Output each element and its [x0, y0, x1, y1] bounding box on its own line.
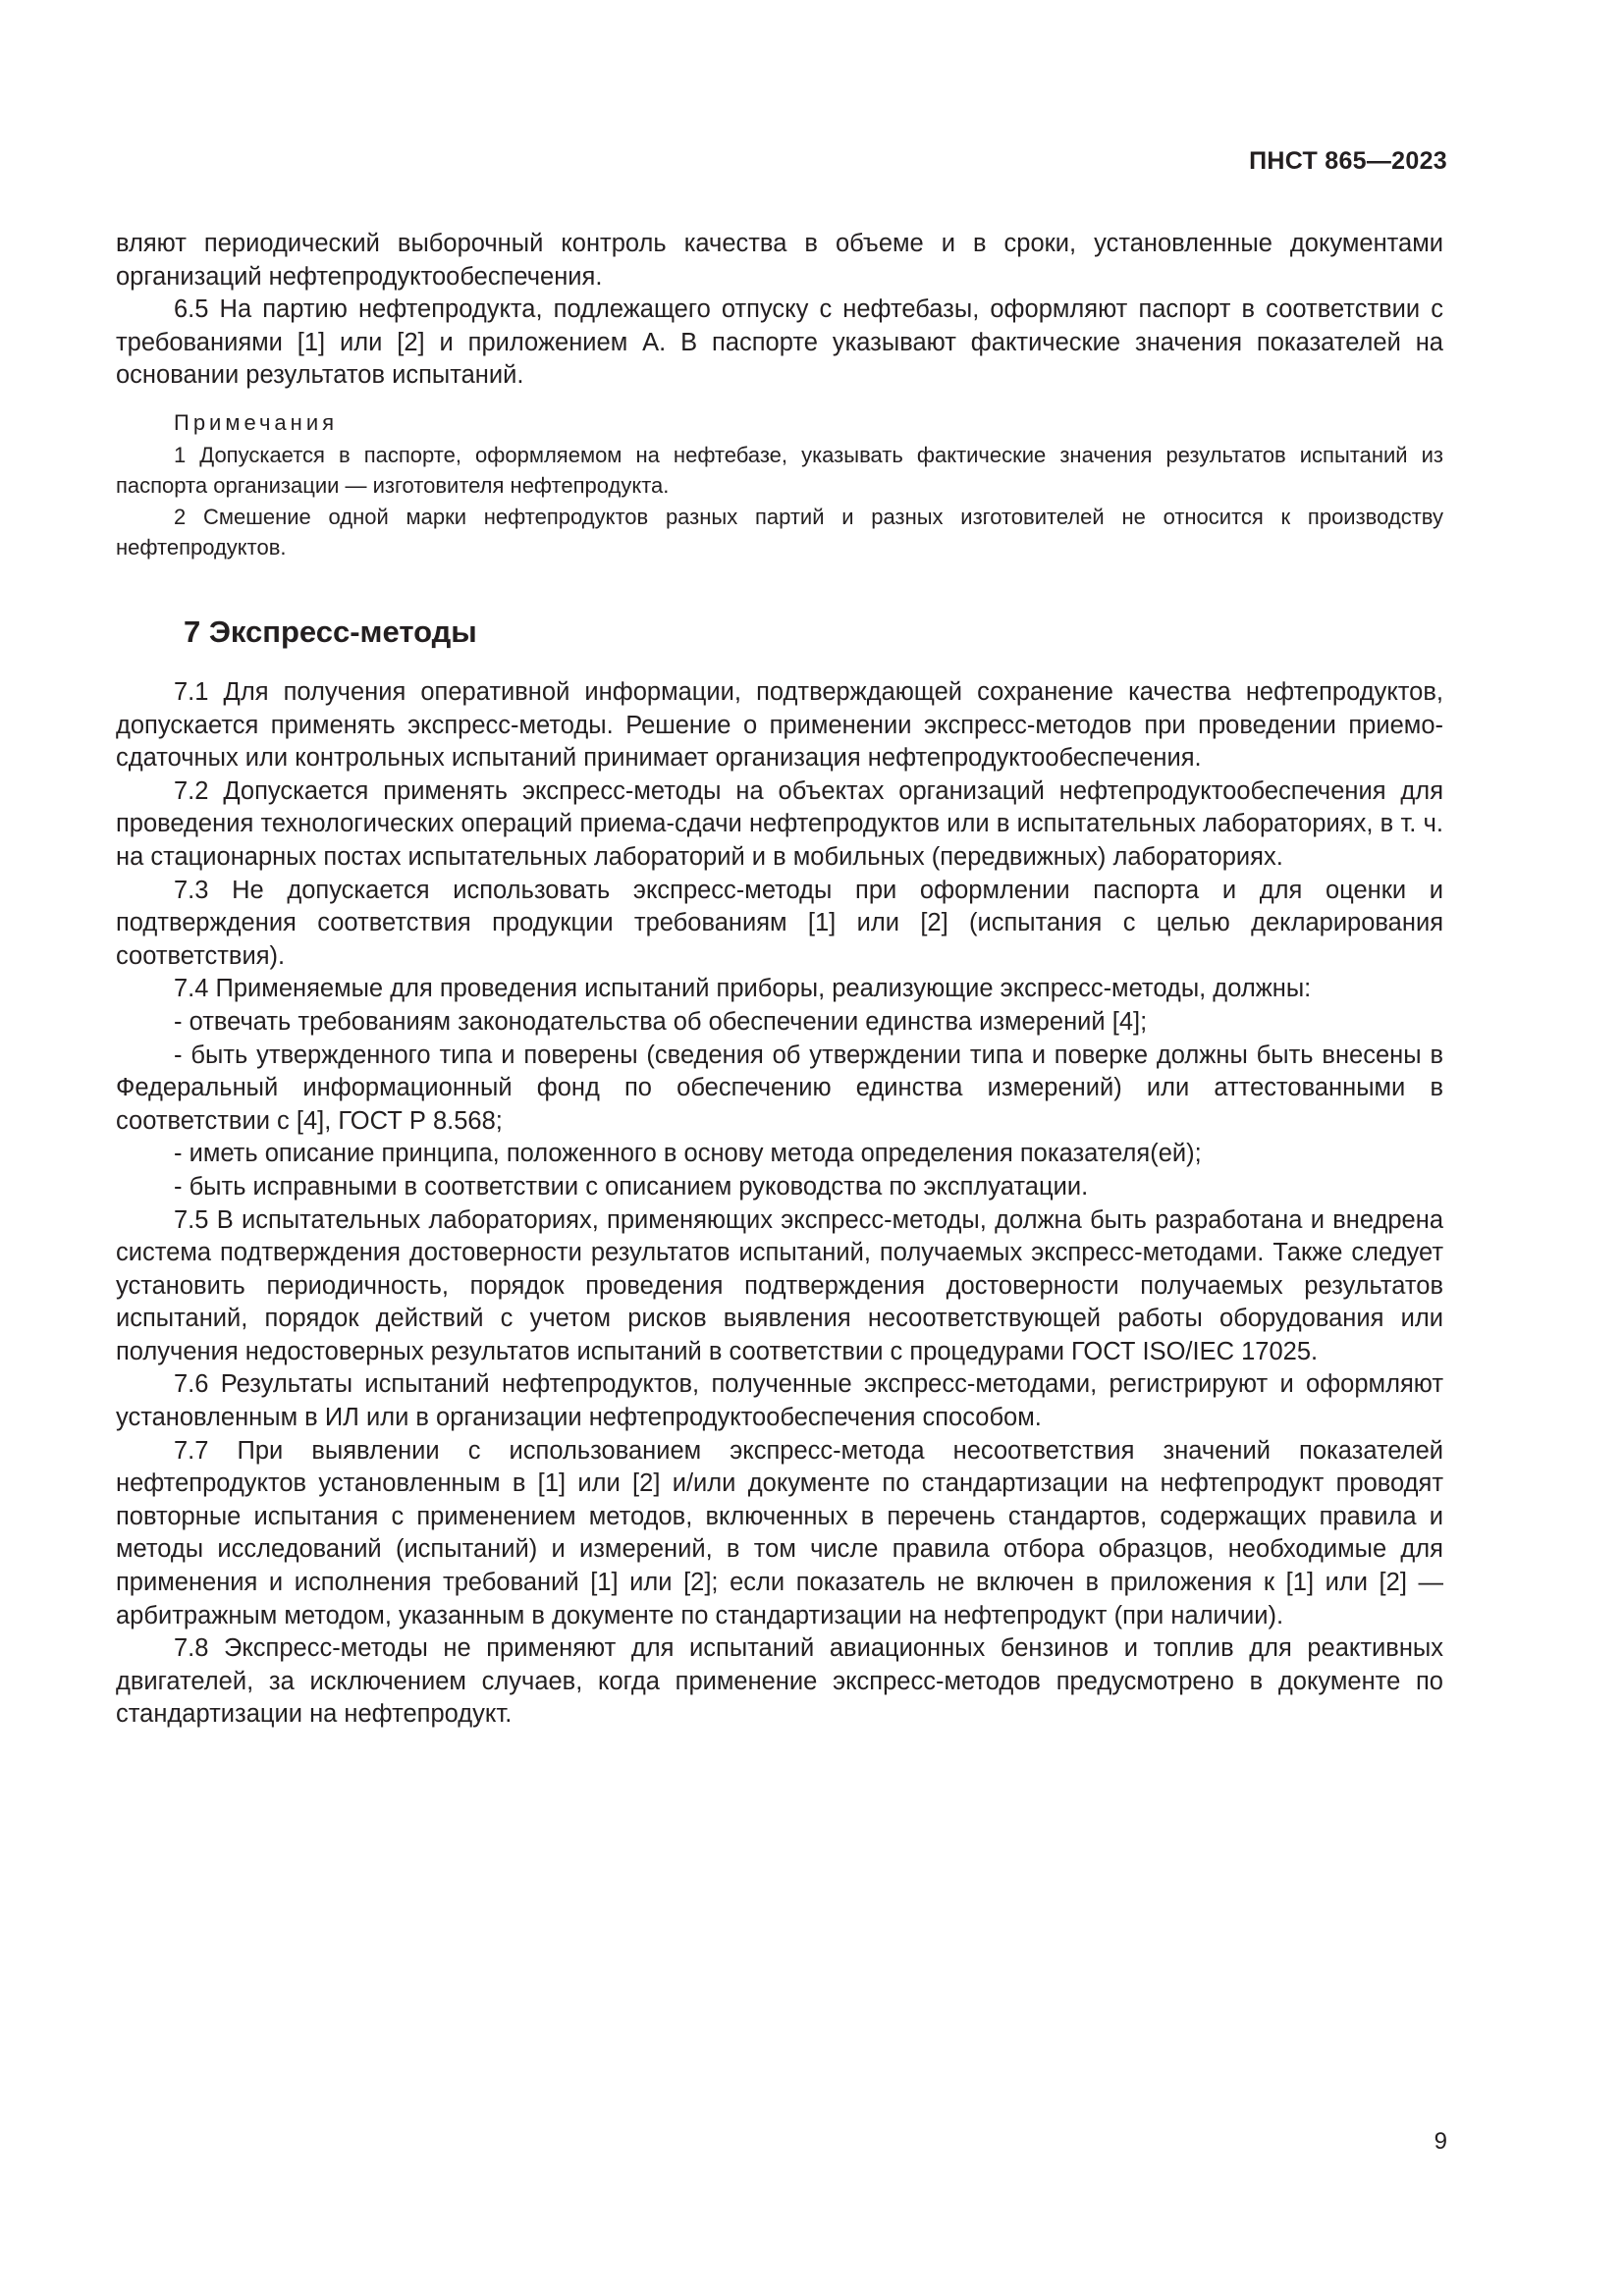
- notes-block: [116, 407, 1443, 563]
- paragraph-7-6: 7.6 Результаты испытаний нефтепродуктов, полученные экспресс-методами, регистрируют и оформляют установленным в ИЛ или в организации нефтепродуктообеспечения способом.: [116, 1370, 1443, 1432]
- note-1: 1 Допускается в паспорте, оформляемом на нефтебазе, указывать фактические значения результатов испытаний из паспорта организации — изготовителя нефтепродукта.: [116, 442, 1443, 498]
- section-title: 7 Экспресс-методы: [184, 614, 477, 649]
- paragraph-7-7: 7.7 При выявлении с использованием экспресс-метода несоответствия значений показателей нефтепродуктов установленным в [1] или [2] и/или документе по стандартизации на нефтепродукт проводят повторные испытания с применением методов, включенных в перечень стандартов, содержащих правила и методы исследований (испытаний) и измерений, в том числе правила отбора образцов, необходимые для применения и исполнения требований [1] или [2]; если показатель не включен в приложения к [1] или [2] — арбитражным методом, указанным в документе по стандартизации на нефтепродукт (при наличии).: [116, 1436, 1443, 1629]
- list-item: - быть утвержденного типа и поверены (сведения об утверждении типа и поверке должны быть внесены в Федеральный информационный фонд по обеспечению единства измерений) или аттестованными в соответствии с [4], ГОСТ Р 8.568;: [116, 1041, 1443, 1135]
- paragraph-6-5: 6.5 На партию нефтепродукта, подлежащего отпуску с нефтебазы, оформляют паспорт в соответствии с требованиями [1] или [2] и приложением А. В паспорте указывают фактические значения показателей на основании результатов испытаний.: [116, 295, 1443, 390]
- paragraph-7-3: 7.3 Не допускается использовать экспресс-методы при оформлении паспорта и для оценки и подтверждения соответствия продукции требованиям [1] или [2] (испытания с целью декларирования соответствия).: [116, 876, 1443, 970]
- list-item: - быть исправными в соответствии с описанием руководства по эксплуатации.: [174, 1172, 1089, 1201]
- paragraph-7-1: 7.1 Для получения оперативной информации, подтверждающей сохранение качества нефтепродуктов, допускается применять экспресс-методы. Решение о применении экспресс-методов при проведении приемо-сдаточных или контрольных испытаний принимает организация нефтепродуктообеспечения.: [116, 678, 1443, 773]
- list-item: - иметь описание принципа, положенного в основу метода определения показателя(ей);: [174, 1140, 1202, 1168]
- page-number: 9: [1434, 2128, 1447, 2155]
- paragraph-7-4: 7.4 Применяемые для проведения испытаний приборы, реализующие экспресс-методы, должны:: [174, 975, 1312, 1003]
- paragraph-continuation: вляют периодический выборочный контроль качества в объеме и в сроки, установленные документами организаций нефтепродуктообеспечения.: [116, 230, 1443, 291]
- section-body: [116, 676, 1443, 1732]
- notes-heading: Примечания: [174, 410, 339, 435]
- document-number-header: ПНСТ 865—2023: [1249, 147, 1447, 175]
- paragraph-7-8: 7.8 Экспресс-методы не применяют для испытаний авиационных бензинов и топлив для реактивных двигателей, за исключением случаев, когда применение экспресс-методов предусмотрено в документе по стандартизации на нефтепродукт.: [116, 1634, 1443, 1729]
- paragraph-7-5: 7.5 В испытательных лабораториях, применяющих экспресс-методы, должна быть разработана и внедрена система подтверждения достоверности результатов испытаний, получаемых экспресс-методами. Также следует установить периодичность, порядок проведения подтверждения достоверности получаемых результатов испытаний, порядок действий с учетом рисков выявления несоответствующей работы оборудования или получения недостоверных результатов испытаний в соответствии с процедурами ГОСТ ISO/IEC 17025.: [116, 1205, 1443, 1365]
- top-text-block: [116, 228, 1443, 393]
- paragraph-7-2: 7.2 Допускается применять экспресс-методы на объектах организаций нефтепродуктообеспечения для проведения технологических операций приема-сдачи нефтепродуктов или в испытательных лабораториях, в т. ч. на стационарных постах испытательных лабораторий и в мобильных (передвижных) лабораториях.: [116, 776, 1443, 871]
- list-item: - отвечать требованиям законодательства об обеспечении единства измерений [4];: [174, 1007, 1148, 1036]
- note-2: 2 Смешение одной марки нефтепродуктов разных партий и разных изготовителей не относится к производству нефтепродуктов.: [116, 504, 1443, 560]
